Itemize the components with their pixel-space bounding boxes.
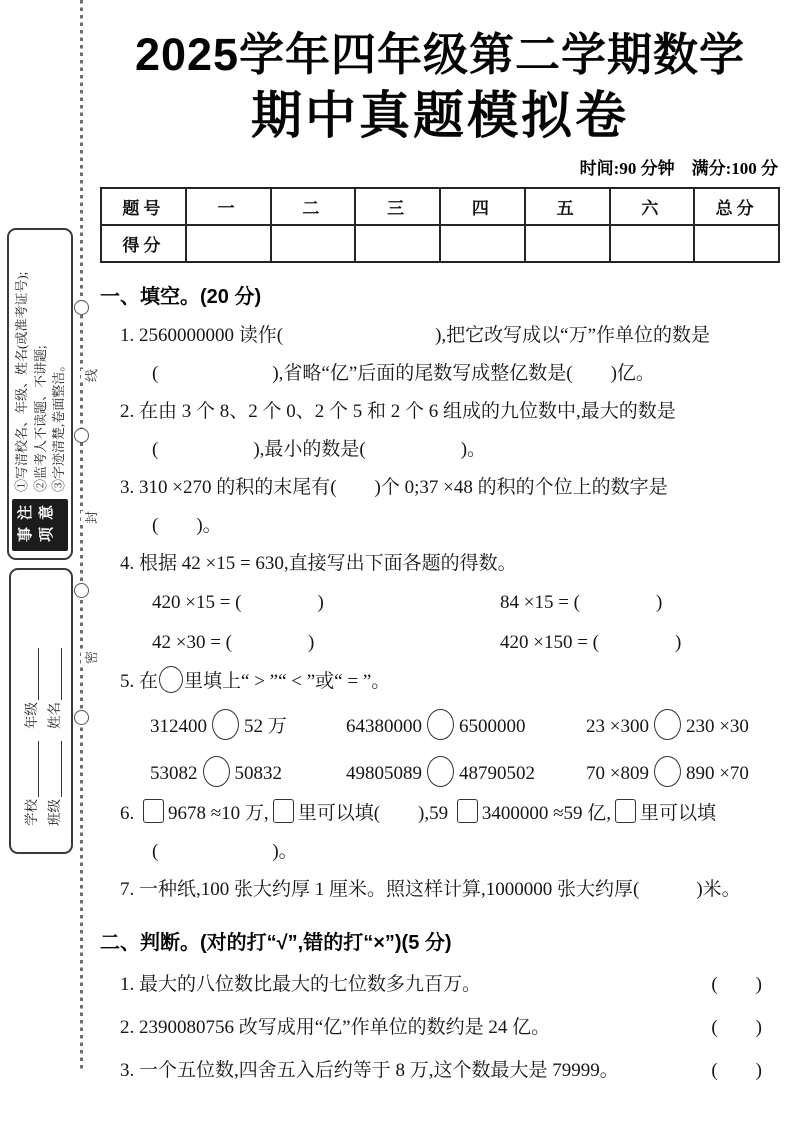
q4-item: 42 ×30 = ( ): [152, 632, 315, 653]
student-info-box: [9, 568, 73, 854]
notice-items: [9, 230, 71, 492]
q5-item: 312400 52 万: [150, 709, 346, 740]
q7-line: 7. 一种纸,100 张大约厚 1 厘米。照这样计算,1000000 张大约厚( )米。: [120, 879, 741, 900]
notice-box: [7, 228, 73, 560]
compare-circle-icon: [654, 709, 681, 740]
compare-circle-icon: [654, 756, 681, 787]
q3-line1: 3. 310 ×270 的积的末尾有( )个 0;37 ×48 的积的个位上的数字是: [120, 477, 668, 498]
q5-item: 64380000 6500000: [346, 709, 586, 740]
grade-label: 年级: [23, 702, 39, 729]
q4-heading: 4. 根据 42 ×15 = 630,直接写出下面各题的得数。: [120, 553, 517, 574]
judge-text: 1. 最大的八位数比最大的七位数多九百万。: [120, 974, 482, 995]
seal-char-xian: 线: [81, 369, 100, 382]
judge-answer-bracket: ( ): [711, 974, 762, 995]
fill-square-icon: [615, 799, 636, 823]
exam-main: [100, 26, 780, 1092]
section1-heading: 一、填空。(20 分): [100, 286, 262, 308]
school-blank: [24, 741, 39, 797]
q2-line2: ( ),最小的数是( )。: [152, 439, 487, 460]
compare-circle-icon: [427, 756, 454, 787]
grade-blank: [24, 648, 39, 700]
score-row-label: 得分: [101, 225, 186, 262]
seal-circle: [74, 300, 89, 315]
score-blank-cell: [355, 225, 440, 262]
score-header-cell: 二: [271, 188, 356, 225]
seal-circle: [74, 428, 89, 443]
compare-circle-icon: [159, 666, 183, 693]
score-header-cell: 一: [186, 188, 271, 225]
q5-heading: 5. 在 里填上“ > ”“ < ”或“ = ”。: [120, 663, 780, 701]
score-blank-cell: [271, 225, 356, 262]
name-label: 姓名: [46, 702, 62, 729]
student-row: [20, 576, 40, 826]
judge-answer-bracket: ( ): [711, 1017, 762, 1038]
score-header-cell: 三: [355, 188, 440, 225]
q2-line1: 2. 在由 3 个 8、2 个 0、2 个 5 和 2 个 6 组成的九位数中,最大的数是: [120, 401, 676, 422]
time-score-meta: 时间:90 分钟 满分:100 分: [579, 159, 778, 178]
score-header-cell: 五: [525, 188, 610, 225]
compare-circle-icon: [427, 709, 454, 740]
score-blank-cell: [525, 225, 610, 262]
class-label: 班级: [46, 799, 62, 826]
q4-item: 420 ×15 = ( ): [152, 592, 324, 613]
q4-answers: [152, 583, 780, 663]
compare-circle-icon: [203, 756, 230, 787]
q4-item: 84 ×15 = ( ): [500, 592, 663, 613]
compare-circle-icon: [212, 709, 239, 740]
class-blank: [47, 741, 62, 797]
notice-item: ①写清校名、年级、姓名(或准考证号);: [14, 271, 29, 492]
q3-line2: ( )。: [152, 515, 222, 536]
q5-item: 23 ×300 230 ×30: [586, 709, 780, 740]
q1-line2: ( ),省略“亿”后面的尾数写成整亿数是( )亿。: [152, 363, 655, 384]
q6-line2: ( )。: [152, 841, 298, 862]
q5-item: 70 ×809 890 ×70: [586, 756, 780, 787]
q1-line1: 1. 2560000000 读作( ),把它改写成以“万”作单位的数是: [120, 325, 711, 346]
school-label: 学校: [23, 799, 39, 826]
q4-item: 420 ×150 = ( ): [500, 632, 682, 653]
q5-item: 49805089 48790502: [346, 756, 586, 787]
fill-square-icon: [457, 799, 478, 823]
score-table-header-row: [101, 188, 779, 225]
score-header-cell: 四: [440, 188, 525, 225]
judge-text: 3. 一个五位数,四舍五入后约等于 8 万,这个数最大是 79999。: [120, 1060, 619, 1081]
score-table-score-row: [101, 225, 779, 262]
judge-item: [120, 1006, 780, 1049]
student-row: [43, 576, 63, 826]
score-blank-cell: [610, 225, 695, 262]
seal-circle: [74, 583, 89, 598]
score-blank-cell: [440, 225, 525, 262]
score-blank-cell: [186, 225, 271, 262]
seal-circle: [74, 710, 89, 725]
judge-answer-bracket: ( ): [711, 1060, 762, 1081]
seal-char-mi: 密: [81, 651, 100, 664]
fill-square-icon: [143, 799, 164, 823]
page-title-line1: 2025学年四年级第二学期数学: [134, 29, 746, 80]
notice-item: ②监考人不读题、不讲题;: [32, 345, 48, 492]
judge-item: [120, 963, 780, 1006]
score-header-cell: 总分: [694, 188, 779, 225]
name-blank: [47, 648, 62, 700]
fill-square-icon: [273, 799, 294, 823]
judge-item: [120, 1049, 780, 1092]
score-table: [100, 187, 780, 263]
score-header-cell: 六: [610, 188, 695, 225]
notice-item: ③字迹清楚,卷面整洁。: [51, 358, 66, 492]
section2-heading: 二、判断。(对的打“√”,错的打“×”)(5 分): [100, 932, 452, 954]
notice-label: [12, 499, 68, 551]
q5-row: [150, 748, 780, 795]
seal-dotted-line: [80, 0, 83, 1072]
seal-char-feng: 封: [81, 511, 100, 524]
page-title-line2: 期中真题模拟卷: [250, 87, 629, 144]
q5-item: 53082 50832: [150, 756, 346, 787]
q5-row: [150, 701, 780, 748]
score-blank-cell: [694, 225, 779, 262]
score-header-cell: 题号: [101, 188, 186, 225]
notice-label-text: 注意事项: [17, 505, 59, 544]
q6-line1: 6. 9678 ≈10 万, 里可以填( ),59 3400000 ≈59 亿, 里可以填: [120, 795, 780, 833]
judge-text: 2. 2390080756 改写成用“亿”作单位的数约是 24 亿。: [120, 1017, 551, 1038]
